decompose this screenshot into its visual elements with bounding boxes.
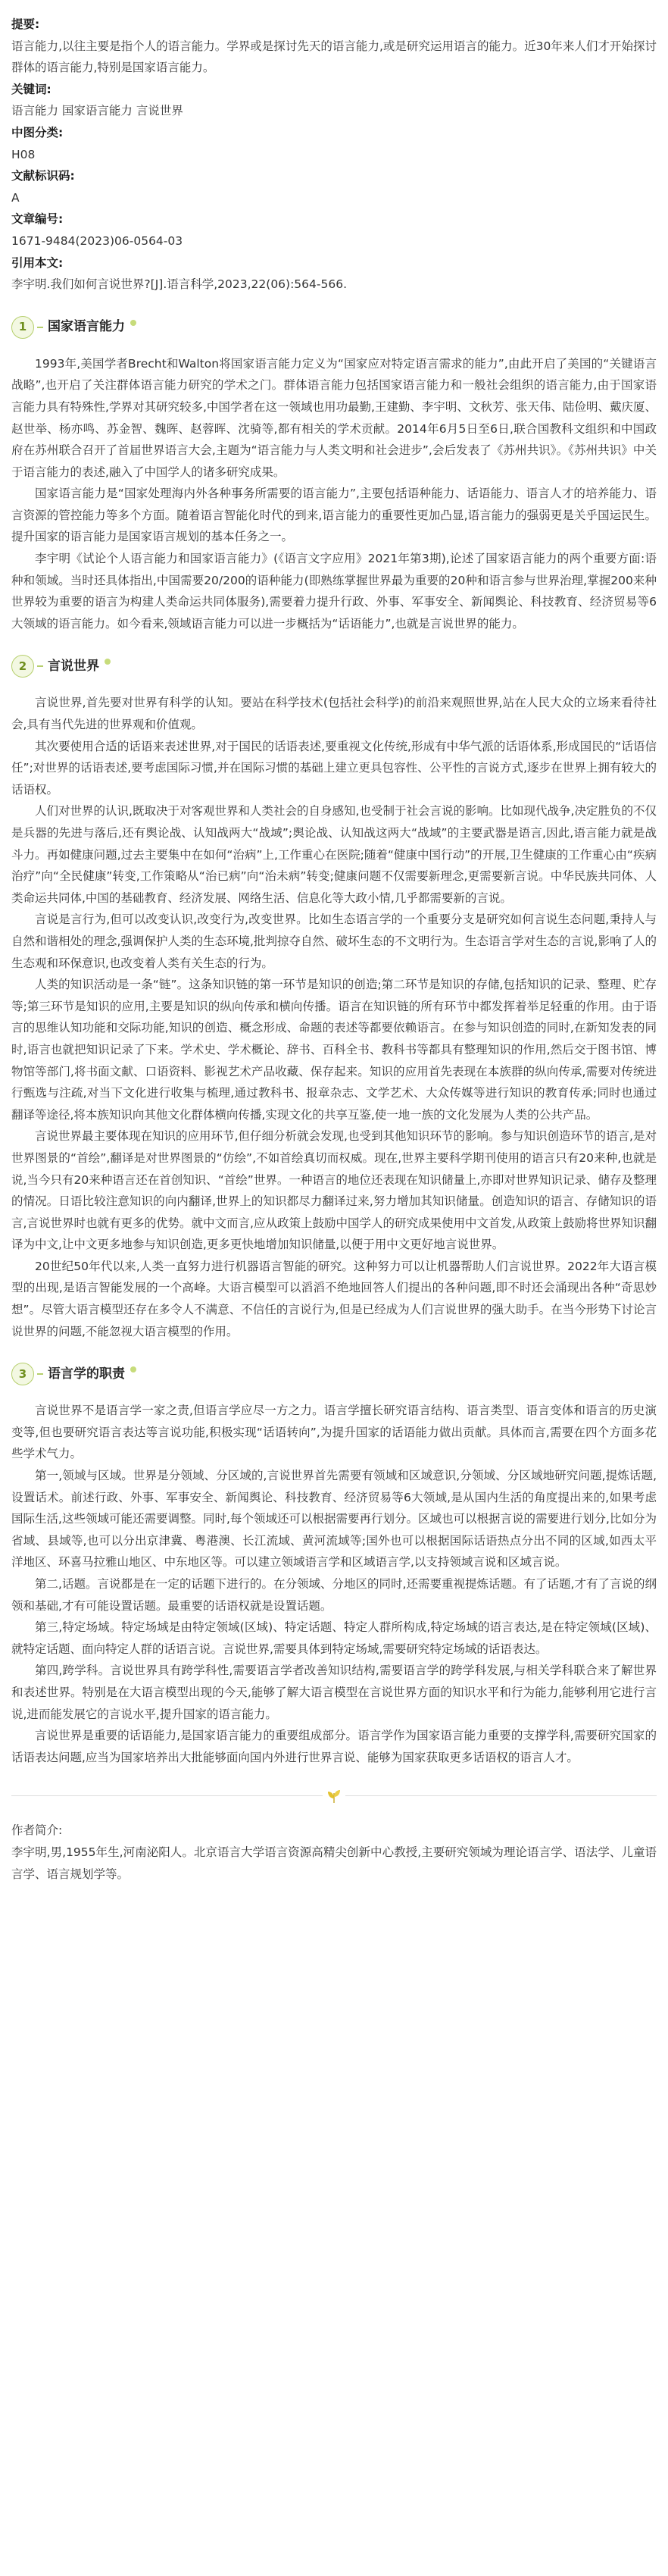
heading-dot — [130, 320, 136, 326]
paragraph: 国家语言能力是“国家处理海内外各种事务所需要的语言能力”,主要包括语种能力、话语能力、语言人才的培养能力、语言资源的管控能力等多个方面。随着语言智能化时代的到来,语言能力的重要性更加凸显,语言能力的强弱更是关乎国运民生。提升国家的语言能力是国家语言规划的基本任务之一。 — [11, 487, 657, 544]
section-divider — [11, 1779, 657, 1812]
section-title: 言说世界 — [48, 659, 99, 675]
paragraph: 20世纪50年代以来,人类一直努力进行机器语言智能的研究。这种努力可以让机器帮助人们言说世界。2022年大语言模型的出现,是语言智能发展的一个高峰。大语言模型可以滔滔不绝地回答人们提出的各种问题,即不时还会涌现出各种“奇思妙想”。尽管大语言模型还存在多令人不满意、不信任的言说行为,但是已经成为人们言说世界的强大助手。在当今形势下讨论言说世界的问题,不能忽视大语言模型的作用。 — [11, 1259, 657, 1338]
paragraph: 言说世界不是语言学一家之责,但语言学应尽一方之力。语言学擅长研究语言结构、语言类型、语言变体和语言的历史演变等,但也要研究语言表达等言说功能,积极实现“话语转向”,为提升国家的话语能力做出贡献。具体而言,需要在四个方面多花些学术气力。 — [11, 1404, 657, 1461]
heading-connector — [37, 327, 43, 328]
section-number-badge: 2 — [11, 655, 34, 678]
paragraph: 言说世界最主要体现在知识的应用环节,但仔细分析就会发现,也受到其他知识环节的影响。参与知识创造环节的语言,是对世界图景的“首绘”,翻译是对世界图景的“仿绘”,不如首绘真切而权威。现在,世界主要科学期刊使用的语言只有20来种,也就是说,当今只有20来种语言还在首创知识、“首绘”世界。一种语言的地位还表现在知识储量上,亦即对世界知识记录、储存及整理的情况。日语比较注意知识的向内翻译,世界上的知识都尽力翻译过来,努力增加其知识储量。创造知识的语言、存储知识的语言,言说世界时也就有更多的优势。就中文而言,应从政策上鼓励中国学人的研究成果使用中文首发,从政策上鼓励将世界知识翻译为中文,让中文更多地参与知识创造,更多更快地增加知识储量,以便于用中文更好地言说世界。 — [11, 1129, 657, 1252]
clc-text: H08 — [11, 147, 36, 161]
abstract-label: 提要: — [11, 17, 40, 31]
author-label: 作者简介: — [11, 1823, 63, 1838]
section-title: 国家语言能力 — [48, 319, 125, 335]
author-bio: 李宇明,男,1955年生,河南泌阳人。北京语言大学语言资源高精尖创新中心教授,主要研究领域为理论语言学、语法学、儿童语言学、语言规划学等。 — [11, 1845, 657, 1881]
heading-connector — [37, 1373, 43, 1375]
paragraph: 李宇明《试论个人语言能力和国家语言能力》(《语言文字应用》2021年第3期),论述了国家语言能力的两个重要方面:语种和领域。当时还具体指出,中国需要20/200的语种能力(即熟练掌握世界最为重要的20种和语言参与世界治理,掌握200来种世界较为重要的语言为构建人类命运共同体服务),需要着力提升行政、外事、军事安全、新闻舆论、科技教育、经济贸易等6大领域的语言能力。如今看来,领域语言能力可以进一步概括为“话语能力”,也就是言说世界的能力。 — [11, 552, 657, 631]
keywords-label: 关键词: — [11, 82, 52, 96]
paragraph: 第二,话题。言说都是在一定的话题下进行的。在分领域、分地区的同时,还需要重视提炼话题。有了话题,才有了言说的纲领和基础,才有可能设置话题。最重要的话语权就是设置话题。 — [11, 1577, 657, 1613]
section-heading — [11, 1359, 657, 1389]
meta-block — [11, 14, 657, 296]
paragraph: 言说世界,首先要对世界有科学的认知。要站在科学技术(包括社会科学)的前沿来观照世界,站在人民大众的立场来看待社会,具有当代先进的世界观和价值观。 — [11, 696, 657, 732]
paragraph: 第三,特定场域。特定场域是由特定领域(区域)、特定话题、特定人群所构成,特定场域的语言表达,是在特定领域(区域)、就特定话题、面向特定人群的话语言说。言说世界,需要具体到特定场域,需要研究特定场域的话语表达。 — [11, 1620, 657, 1656]
leaf-icon — [323, 1785, 345, 1808]
section-heading — [11, 651, 657, 681]
paragraph: 言说是言行为,但可以改变认识,改变行为,改变世界。比如生态语言学的一个重要分支是研究如何言说生态问题,秉持人与自然和谐相处的理念,强调保护人类的生态环境,批判掠夺自然、破坏生态的不文明行为。生态语言学对生态的言说,影响了人的生态观和环保意识,也改变着人类有关生态的行为。 — [11, 912, 657, 970]
paragraph: 第一,领域与区域。世界是分领域、分区域的,言说世界首先需要有领域和区域意识,分领域、分区域地研究问题,提炼话题,设置话术。前述行政、外事、军事安全、新闻舆论、科技教育、经济贸易等6大领域,是从国内生活的角度提出来的,如果考虑国际生活,这些领域可能还需要调整。同时,每个领域还可以根据需要再行划分。区域也可以根据言说的需要进行划分,比如分为省域、县域等,也可以分出京津冀、粤港澳、长江流域、黄河流域等;国外也可以根据国际话语热点分出不同的区域,如西太平洋地区、环喜马拉雅山地区、中东地区等。可以建立领域语言学和区域语言学,以支持领域言说和区域言说。 — [11, 1469, 657, 1570]
doc-code-text: A — [11, 190, 20, 205]
heading-dot — [105, 659, 111, 665]
article-page — [11, 0, 657, 1915]
section-1 — [11, 312, 657, 635]
article-no-label: 文章编号: — [11, 212, 64, 227]
paragraph: 1993年,美国学者Brecht和Walton将国家语言能力定义为“国家应对特定语言需求的能力”,由此开启了美国的“关键语言战略”,也开启了关注群体语言能力研究的学术之门。群体语言能力包括国家语言能力和一般社会组织的语言能力,由于国家语言能力具有特殊性,学界对其研究较多,中国学者在这一领域也用功最勤,王建勤、李宇明、文秋芳、张天伟、陆俭明、戴庆厦、赵世举、杨亦鸣、苏金智、魏晖、赵蓉晖、沈骑等,都有相关的学术贡献。2014年6月5日至6日,联合国教科文组织和中国政府在苏州联合召开了首届世界语言大会,主题为“语言能力与人类文明和社会进步”,会后发表了《苏州共识》。《苏州共识》中关于语言能力的表述,融入了中国学人的诸多研究成果。 — [11, 356, 657, 479]
abstract-text: 语言能力,以往主要是指个人的语言能力。学界或是探讨先天的语言能力,或是研究运用语言的能力。近30年来人们才开始探讨群体的语言能力,特别是国家语言能力。 — [11, 39, 657, 75]
section-number-badge: 1 — [11, 316, 34, 339]
citation-text: 李宇明.我们如何言说世界?[J].语言科学,2023,22(06):564-566. — [11, 277, 347, 292]
heading-connector — [37, 665, 43, 667]
paragraph: 言说世界是重要的话语能力,是国家语言能力的重要组成部分。语言学作为国家语言能力重要的支撑学科,需要研究国家的话语表达问题,应当为国家培养出大批能够面向国内外进行世界言说、能够为国家获取更多话语权的语言人才。 — [11, 1729, 657, 1764]
paragraph: 其次要使用合适的话语来表述世界,对于国民的话语表述,要重视文化传统,形成有中华气派的话语体系,形成国民的“话语信任”;对世界的话语表述,要考虑国际习惯,并在国际习惯的基础上建立更具包容性、公平性的言说方式,逐步在世界上拥有较大的话语权。 — [11, 739, 657, 797]
section-3 — [11, 1359, 657, 1768]
paragraph: 人们对世界的认识,既取决于对客观世界和人类社会的自身感知,也受制于社会言说的影响。比如现代战争,决定胜负的不仅是兵器的先进与落后,还有舆论战、认知战两大“战域”;舆论战、认知战这两大“战域”的主要武器是语言,因此,语言能力就是战斗力。再如健康问题,过去主要集中在如何“治病”上,工作重心在医院;随着“健康中国行动”的开展,卫生健康的工作重心由“疾病治疗”向“全民健康”转变,工作策略从“治已病”向“治未病”转变;健康问题不仅需要新理念,更需要新言说。中华民族共同体、人类命运共同体,中国的基础教育、经济发展、网络生活、信息化等大政小情,几乎都需要新的言说。 — [11, 804, 657, 905]
doc-code-label: 文献标识码: — [11, 169, 75, 183]
paragraph: 人类的知识活动是一条“链”。这条知识链的第一环节是知识的创造;第二环节是知识的存储,包括知识的记录、整理、贮存等;第三环节是知识的应用,主要是知识的纵向传承和横向传播。语言在知识链的所有环节中都发挥着举足轻重的作用。由于语言的思维认知功能和交际功能,知识的创造、概念形成、命题的表述等都要依赖语言。在参与知识创造的同时,在新知发表的同时,语言也就把知识记录了下来。学术史、学术概论、辞书、百科全书、教科书等都具有整理知识的作用,然后交于图书馆、博物馆等部门,将书面文献、口语资料、影视艺术产品收藏、保存起来。知识的应用首先表现在本族群的纵向传承,需要对传统进行甄选与注疏,对当下文化进行收集与梳理,通过教科书、报章杂志、文学艺术、大众传媒等进行知识的教育传承;同时也通过翻译等途径,将本族知识向其他文化群体横向传播,实现文化的共享互鉴,使一地一族的文化发展为人类的公共产品。 — [11, 978, 657, 1122]
author-block — [11, 1820, 657, 1885]
article-no-text: 1671-9484(2023)06-0564-03 — [11, 233, 183, 248]
section-number-badge: 3 — [11, 1363, 34, 1385]
section-2 — [11, 651, 657, 1342]
clc-label: 中图分类: — [11, 125, 64, 139]
paragraph: 第四,跨学科。言说世界具有跨学科性,需要语言学者改善知识结构,需要语言学的跨学科发展,与相关学科联合来了解世界和表述世界。特别是在大语言模型出现的今天,能够了解大语言模型在言说世界方面的知识水平和行为能力,能够利用它进行言说,进而能发展它的言说水平,提升国家的语言能力。 — [11, 1664, 657, 1721]
citation-label: 引用本文: — [11, 255, 64, 270]
section-title: 语言学的职责 — [48, 1366, 125, 1382]
heading-dot — [130, 1366, 136, 1373]
section-heading — [11, 312, 657, 343]
keywords-text: 语言能力 国家语言能力 言说世界 — [11, 104, 183, 118]
